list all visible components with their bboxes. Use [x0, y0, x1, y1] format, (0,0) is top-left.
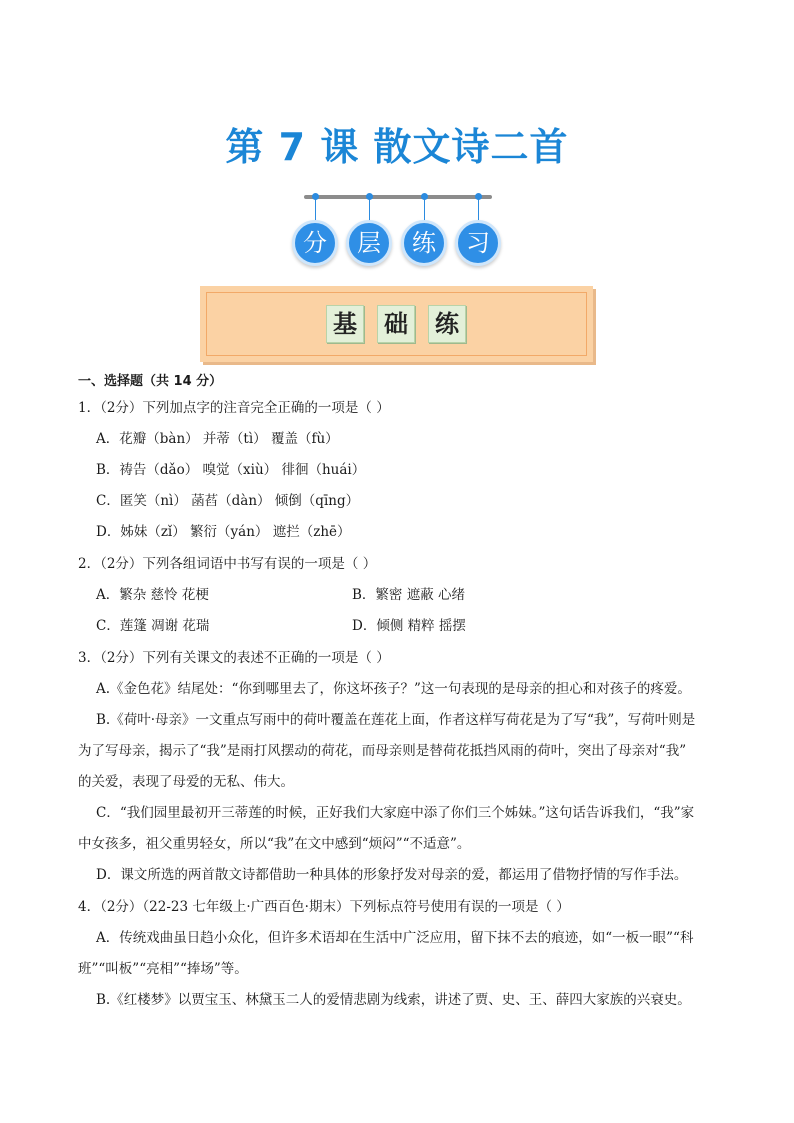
question-1: 1．（2分）下列加点字的注音完全正确的一项是（ ） — [78, 400, 390, 416]
banner-tile-ji: 基 — [326, 305, 364, 343]
q3-option-b-line3: 的关爱，表现了母爱的无私、伟大。 — [78, 774, 294, 790]
badge-xi: 习 — [455, 220, 501, 266]
badge-fen: 分 — [292, 220, 338, 266]
level-banner — [200, 286, 593, 362]
q2-option-d: D．倾侧 精粹 摇摆 — [352, 618, 466, 634]
badge-lian: 练 — [401, 220, 447, 266]
q3-option-b-line2: 为了写母亲，揭示了“我”是雨打风摆动的荷花，而母亲则是替荷花抵挡风雨的荷叶，突出了母亲对“我” — [78, 743, 687, 759]
q1-option-c: C．匿笑（nì） 菡萏（dàn） 倾倒（qīng） — [96, 493, 360, 509]
q2-option-c: C．莲篷 凋谢 花瑞 — [96, 618, 210, 634]
q3-option-b-line1: B.《荷叶·母亲》一文重点写雨中的荷叶覆盖在莲花上面，作者这样写荷花是为了写“我”，写荷叶则是 — [96, 712, 696, 728]
section-heading: 一、选择题（共 14 分） — [78, 374, 223, 389]
q4-option-a-line1: A．传统戏曲虽日趋小众化，但许多术语却在生活中广泛应用，留下抹不去的痕迹，如“一板一眼”“科 — [96, 930, 694, 946]
question-3: 3．（2分）下列有关课文的表述不正确的一项是（ ） — [78, 650, 390, 666]
q2-option-a: A．繁杂 慈怜 花梗 — [96, 587, 209, 603]
badge-ceng: 层 — [346, 220, 392, 266]
question-4: 4．（2分）（22-23 七年级上·广西百色·期末）下列标点符号使用有误的一项是（ ） — [78, 899, 570, 915]
q1-option-b: B．祷告（dǎo） 嗅觉（xiù） 徘徊（huái） — [96, 462, 366, 478]
q4-option-a-line2: 班”“叫板”“亮相”“捧场”等。 — [78, 961, 248, 977]
q4-option-b: B.《红楼梦》以贾宝玉、林黛玉二人的爱情悲剧为线索，讲述了贾、史、王、薛四大家族的兴衰史。 — [96, 992, 691, 1008]
question-2: 2．（2分）下列各组词语中书写有误的一项是（ ） — [78, 556, 377, 572]
q3-option-c-line2: 中女孩多，祖父重男轻女，所以“我”在文中感到“烦闷”“不适意”。 — [78, 836, 471, 852]
q3-option-a: A.《金色花》结尾处：“你到哪里去了，你这坏孩子？”这一句表现的是母亲的担心和对孩子的疼爱。 — [96, 681, 691, 697]
banner-tile-lian: 练 — [428, 305, 466, 343]
page-title: 第 7 课 散文诗二首 — [225, 125, 569, 169]
q3-option-d: D．课文所选的两首散文诗都借助一种具体的形象抒发对母亲的爱，都运用了借物抒情的写作手法。 — [96, 867, 688, 883]
q3-option-c-line1: C．“我们园里最初开三蒂莲的时候，正好我们大家庭中添了你们三个姊妹。”这句话告诉我们，“我”家 — [96, 805, 695, 821]
q2-option-b: B．繁密 遮蔽 心绪 — [352, 587, 466, 603]
q1-option-a: A．花瓣（bàn） 并蒂（tì） 覆盖（fù） — [96, 431, 339, 447]
banner-tile-chu: 础 — [377, 305, 415, 343]
decorative-bar — [304, 195, 492, 199]
q1-option-d: D．姊妹（zǐ） 繁衍（yán） 遮拦（zhē） — [96, 524, 351, 540]
